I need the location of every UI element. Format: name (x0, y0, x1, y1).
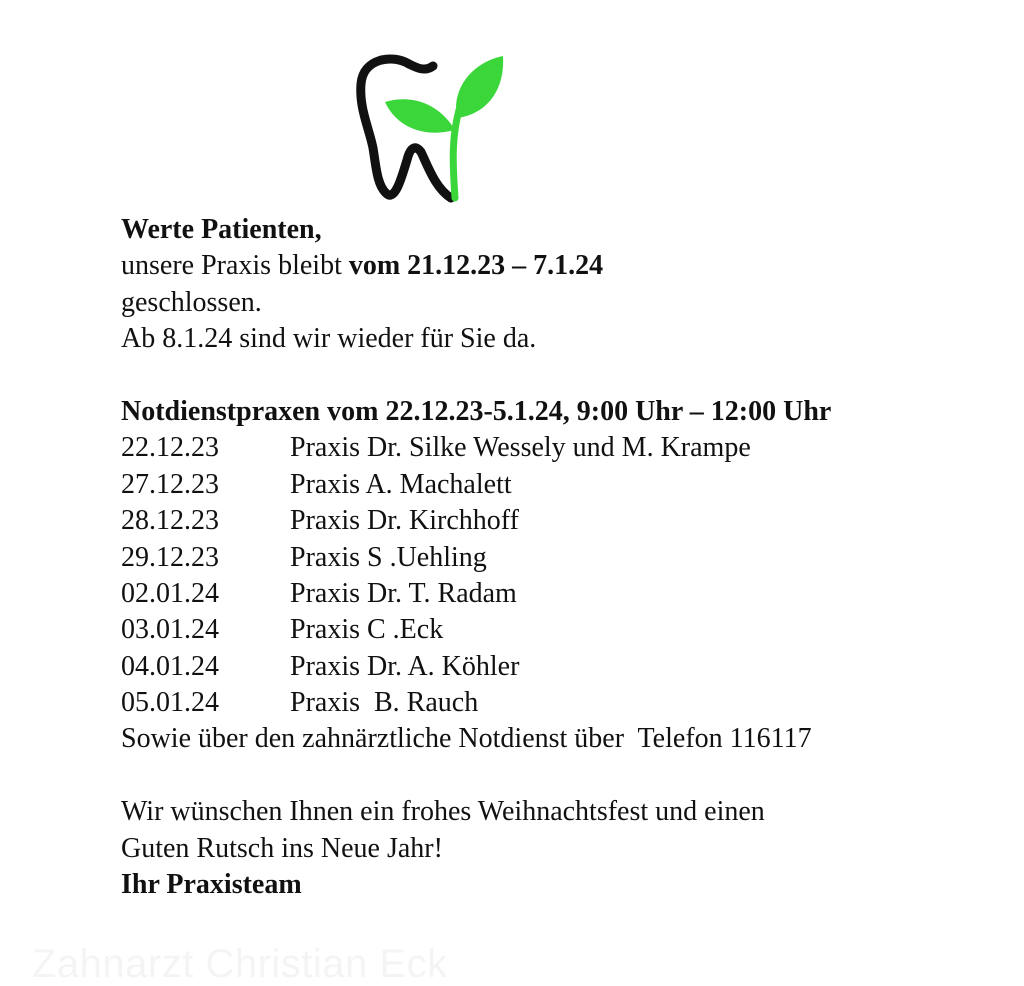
closure-suffix: geschlossen. (121, 286, 262, 318)
schedule-date: 28.12.23 (121, 505, 219, 537)
tooth-leaf-logo (355, 48, 507, 208)
closure-prefix: unsere Praxis bleibt (121, 250, 349, 282)
wish-line-2: Guten Rutsch ins Neue Jahr! (121, 832, 443, 864)
stem-icon (453, 110, 459, 198)
schedule-row (121, 540, 921, 576)
schedule-row (121, 430, 921, 466)
reopen-line: Ab 8.1.24 sind wir wieder für Sie da. (121, 323, 537, 355)
schedule-date: 22.12.23 (121, 432, 219, 464)
wish-line-1: Wir wünschen Ihnen ein frohes Weihnachtsfest und einen (121, 796, 765, 828)
schedule-practice: Praxis Dr. T. Radam (290, 577, 517, 609)
schedule-row (121, 467, 921, 503)
schedule-date: 02.01.24 (121, 577, 219, 609)
notice-document (121, 212, 921, 903)
greeting: Werte Patienten, (121, 214, 322, 245)
schedule-practice: Praxis Dr. A. Köhler (290, 650, 520, 682)
closure-line (121, 248, 921, 284)
schedule-practice: Praxis Dr. Kirchhoff (290, 505, 519, 537)
leaf-right-icon (456, 56, 503, 118)
schedule-date: 05.01.24 (121, 687, 219, 719)
schedule-date: 27.12.23 (121, 468, 219, 500)
hotline-line: Sowie über den zahnärztliche Notdienst über Telefon 116117 (121, 723, 812, 755)
schedule-row (121, 649, 921, 685)
schedule-date: 04.01.24 (121, 650, 219, 682)
emergency-heading: Notdienstpraxen vom 22.12.23-5.1.24, 9:00 Uhr – 12:00 Uhr (121, 395, 832, 427)
schedule-date: 03.01.24 (121, 614, 219, 646)
watermark (32, 944, 448, 984)
schedule-row (121, 685, 921, 721)
schedule-row (121, 503, 921, 539)
schedule-practice: Praxis Dr. Silke Wessely und M. Krampe (290, 432, 751, 464)
schedule-practice: Praxis A. Machalett (290, 468, 512, 500)
closure-dates: vom 21.12.23 – 7.1.24 (348, 250, 604, 282)
schedule-row (121, 576, 921, 612)
emergency-schedule (121, 430, 921, 721)
schedule-row (121, 612, 921, 648)
schedule-practice: Praxis C .Eck (290, 614, 444, 646)
signature: Ihr Praxisteam (121, 869, 302, 901)
schedule-date: 29.12.23 (121, 541, 219, 573)
leaf-left-icon (385, 99, 455, 132)
schedule-practice: Praxis B. Rauch (290, 687, 479, 719)
schedule-practice: Praxis S .Uehling (290, 541, 487, 573)
